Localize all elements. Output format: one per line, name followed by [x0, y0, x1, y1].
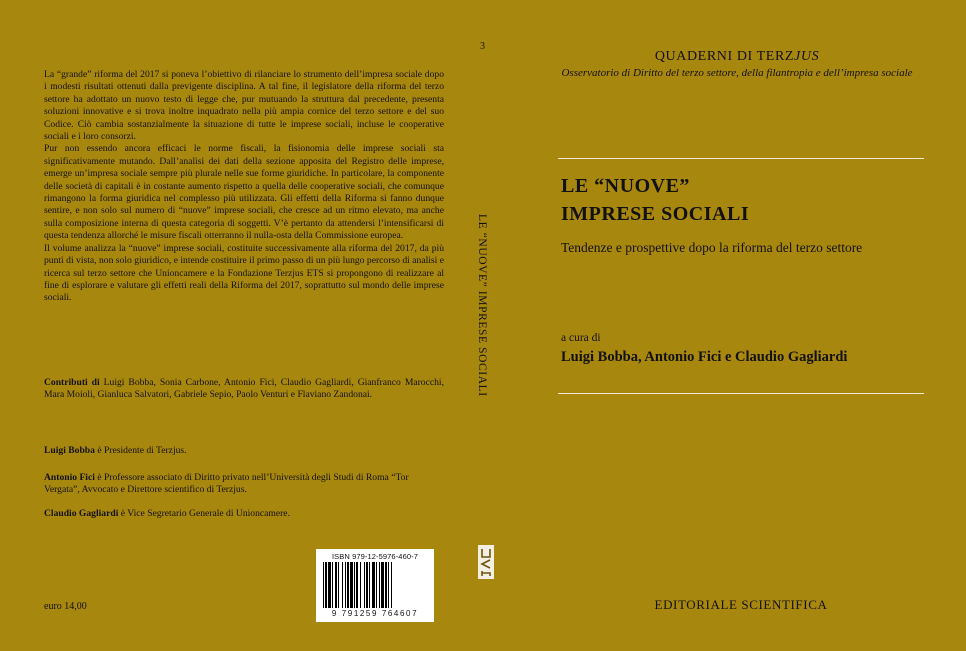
isbn-barcode-box [316, 549, 434, 622]
bio-text: è Professore associato di Diritto privato nell’Università degli Studi di Roma “Tor Vergata”, Avvocato e Direttore scientifico di Terzjus. [44, 472, 409, 496]
barcode-digits: 9 791259 764607 [331, 609, 419, 618]
contributors-label: Contributi di [44, 377, 100, 388]
front-cover [508, 0, 966, 651]
title-line: LE “NUOVE” [561, 175, 690, 197]
bio-text: è Presidente di Terzjus. [94, 445, 187, 456]
price: euro 14,00 [44, 601, 87, 612]
series-title [508, 49, 966, 65]
series-subtitle: Osservatorio di Diritto del terzo settore, della filantropia e dell’impresa sociale [561, 67, 913, 79]
isbn-label: ISBN 979-12-5976-460-7 [331, 552, 418, 561]
bio-name: Antonio Fici [44, 472, 95, 483]
book-title [561, 172, 941, 228]
spine [464, 0, 508, 651]
title-line: IMPRESE SOCIALI [561, 203, 750, 225]
back-description [44, 69, 444, 305]
back-paragraph: Pur non essendo ancora efficaci le norme fiscali, la fisionomia delle imprese sociali sta significativamente mutando. Dall’analisi dei dati della sezione apposita del Registro delle imprese, emerge un’impresa sociale sempre più plurale nelle sue forme giuridiche. In particolare, la componente delle società di capitali è in costante aumento rispetto a quella delle cooperative sociali, che comunque rimangono la forma giuridica nel complesso più utilizzata. Gli effetti della Riforma si fanno dunque sentire, e non solo sul numero di “nuove” imprese sociali, che cresce ad un ritmo elevato, ma anche sulla composizione interna di questa categoria di soggetti. V’è pertanto da attendersi l’intensificarsi di questa tendenza allorché le misure fiscali otterranno il nulla-osta della Commissione europea. [44, 143, 444, 242]
bio-name: Luigi Bobba [44, 445, 95, 456]
edited-by-label: a cura di [561, 332, 601, 344]
series-suffix: JUS [794, 49, 820, 64]
barcode-icon [322, 562, 428, 608]
bio-name: Claudio Gagliardi [44, 508, 119, 519]
top-divider [558, 158, 924, 159]
contributors [44, 377, 444, 402]
contributors-list: Luigi Bobba, Sonia Carbone, Antonio Fici, Claudio Gagliardi, Gianfranco Marocchi, Mara Moioli, Gianluca Salvatori, Gabriele Sepio, Paolo Venturi e Flaviano Zandonai. [44, 377, 444, 401]
page-number: 3 [480, 41, 485, 52]
publisher-name: EDITORIALE SCIENTIFICA [654, 597, 828, 612]
book-subtitle: Tendenze e prospettive dopo la riforma del terzo settore [561, 240, 863, 255]
publisher-logo-icon [478, 545, 494, 579]
back-paragraph: La “grande” riforma del 2017 si poneva l’obiettivo di rilanciare lo strumento dell’impresa sociale dopo i modesti risultati ottenuti dalla previgente disciplina. A tal fine, il legislatore della riforma del terzo settore ha adottato un nuovo testo di legge che, pur mutuando la struttura dal precedente, presenta soluzioni innovative e si trova inoltre inquadrato nella più ampia cornice del terzo settore e del suo Codice. Ciò cambia sostanzialmente la situazione di tutte le imprese sociali, incluse le cooperative sociali e i loro consorzi. [44, 69, 444, 143]
bio-text: è Vice Segretario Generale di Unioncamere. [118, 508, 290, 519]
spine-title: LE “NUOVE” IMPRESE SOCIALI [476, 214, 488, 397]
series-prefix: QUADERNI DI TERZ [654, 49, 795, 64]
back-paragraph: Il volume analizza la “nuove” imprese sociali, costituite successivamente alla riforma del 2017, da più punti di vista, non solo giuridico, e intende costituire il primo passo di un più lungo percorso di analisi e ricerca sul terzo settore che Unioncamere e la Fondazione Terzjus ETS si propongono di realizzare al fine di esplorare e valutare gli effetti reali della Riforma del 2017, soprattutto sul mondo delle imprese sociali. [44, 242, 444, 304]
editors: Luigi Bobba, Antonio Fici e Claudio Gagliardi [561, 349, 848, 365]
bio-fici [44, 472, 444, 497]
bio-bobba [44, 445, 444, 457]
bio-gagliardi [44, 508, 444, 520]
bottom-divider [558, 393, 924, 394]
back-cover [0, 0, 455, 651]
